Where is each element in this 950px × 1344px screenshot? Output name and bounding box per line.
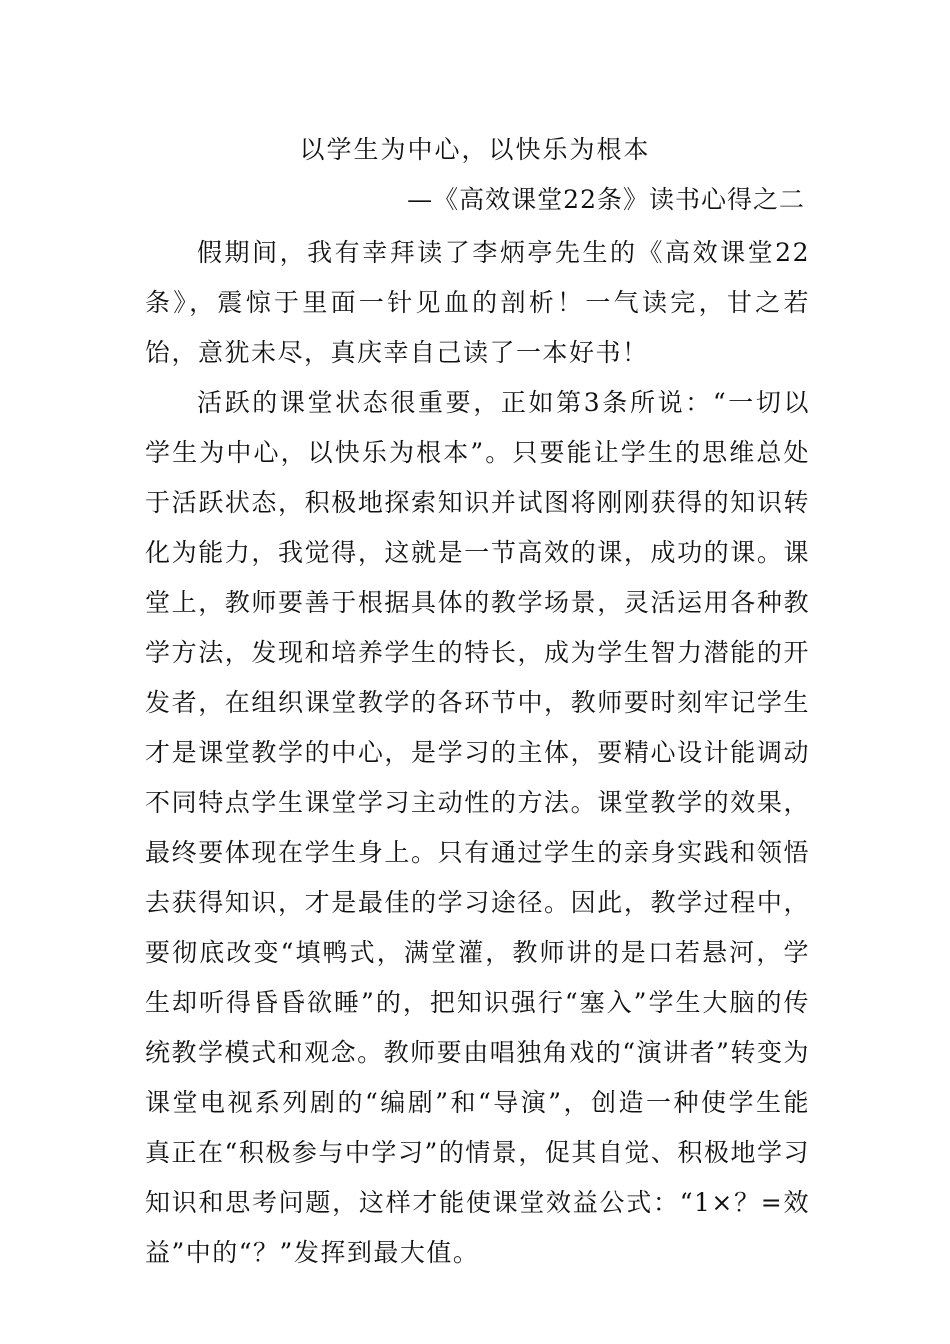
- paragraph-main: 活跃的课堂状态很重要，正如第3条所说：“一切以学生为中心，以快乐为根本”。只要能让学生的思维总处于活跃状态，积极地探索知识并试图将刚刚获得的知识转化为能力，我觉得，这就是一节高效的课，成功的课。课堂上，教师要善于根据具体的教学场景，灵活运用各种教学方法，发现和培养学生的特长，成为学生智力潜能的开发者，在组织课堂教学的各环节中，教师要时刻牢记学生才是课堂教学的中心，是学习的主体，要精心设计能调动不同特点学生课堂学习主动性的方法。课堂教学的效果，最终要体现在学生身上。只有通过学生的亲身实践和领悟去获得知识，才是最佳的学习途径。因此，教学过程中，要彻底改变“填鸭式，满堂灌，教师讲的是口若悬河，学生却听得昏昏欲睡”的，把知识强行“塞入”学生大脑的传统教学模式和观念。教师要由唱独角戏的“演讲者”转变为课堂电视系列剧的“编剧”和“导演”，创造一种使学生能真正在“积极参与中学习”的情景，促其自觉、积极地学习知识和思考问题，这样才能使课堂效益公式：“1×？=效益”中的“？”发挥到最大值。: [145, 388, 810, 1267]
- document-body: [145, 228, 810, 1278]
- document-subtitle: —《高效课堂22条》读书心得之二: [407, 185, 805, 214]
- paragraph-intro: 假期间，我有幸拜读了李炳亭先生的《高效课堂22条》，震惊于里面一针见血的剖析！一气读完，甘之若饴，意犹未尽，真庆幸自己读了一本好书！: [145, 238, 810, 367]
- document-title: 以学生为中心，以快乐为根本: [299, 135, 651, 164]
